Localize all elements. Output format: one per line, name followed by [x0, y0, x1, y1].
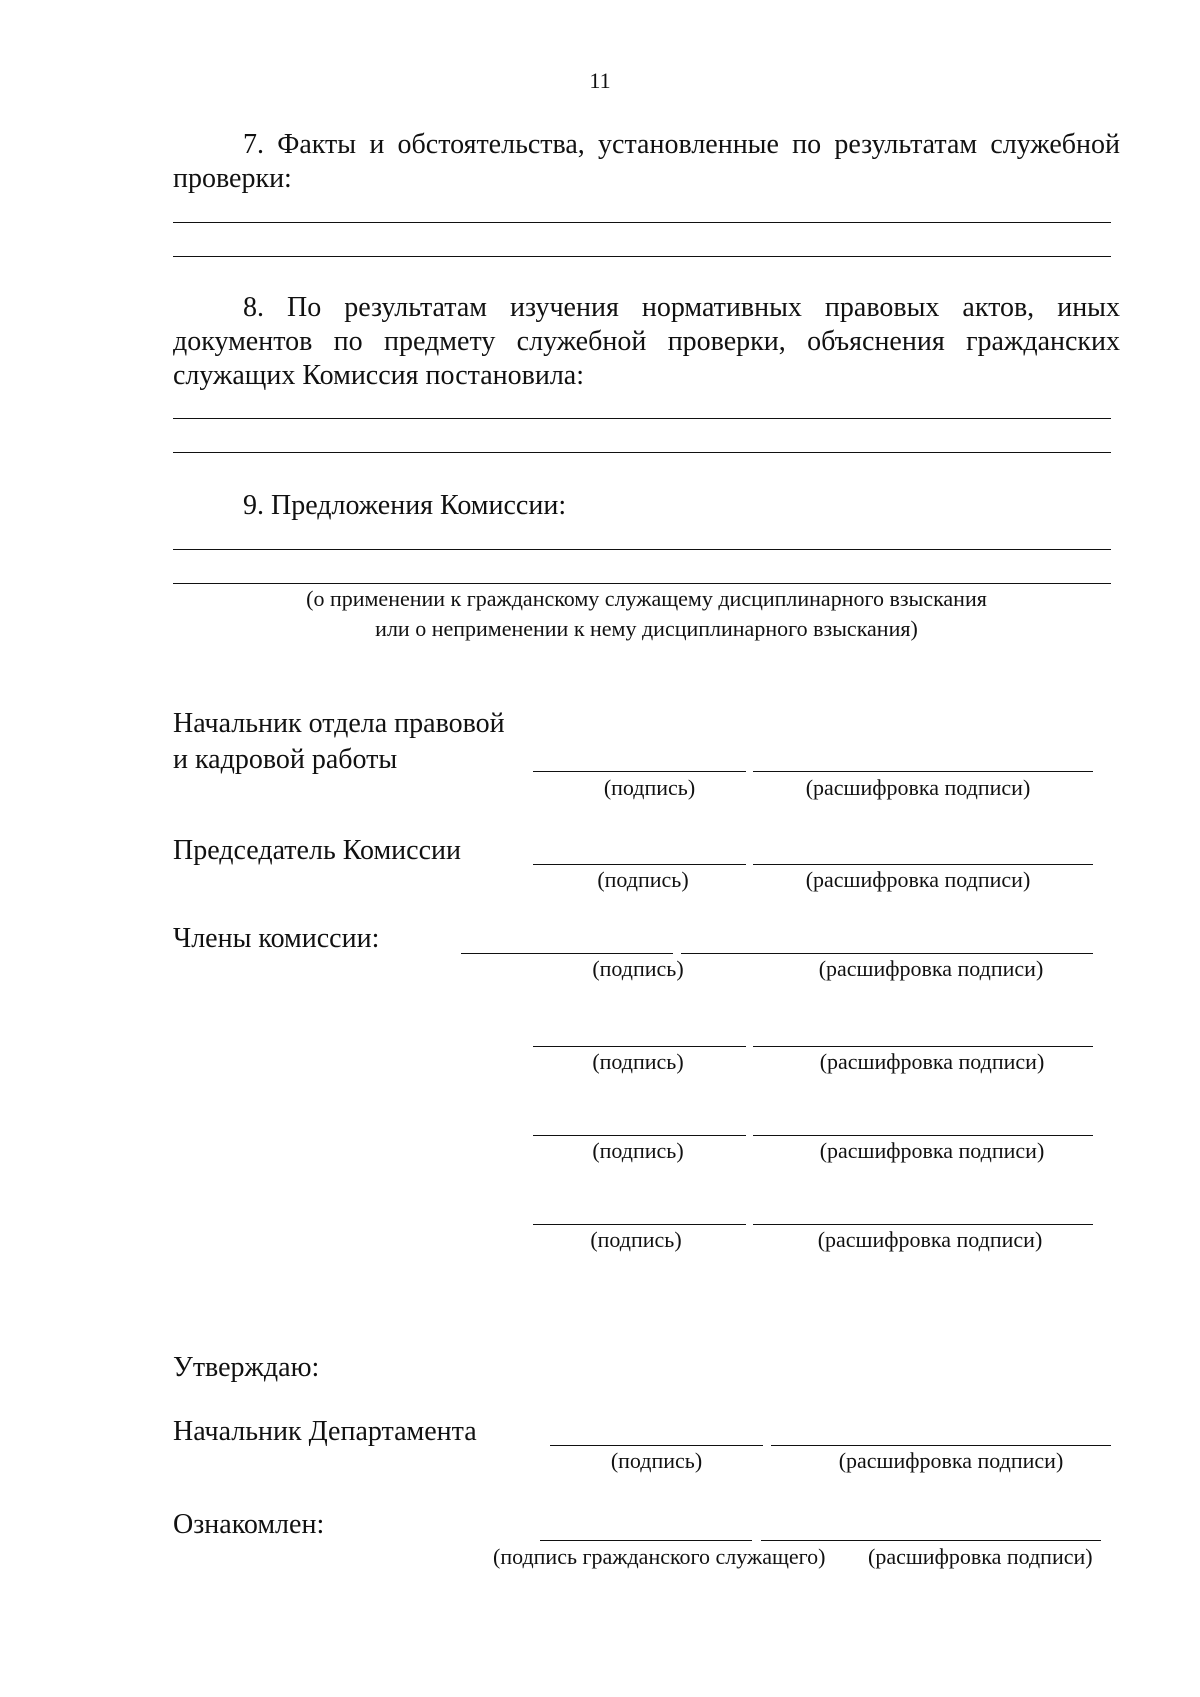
member-4-decoding-line [753, 1224, 1093, 1225]
chairman-decoding-line [753, 864, 1093, 865]
dept-head-decoding-line [771, 1445, 1111, 1446]
head-legal-label: Начальник отдела правовой и кадровой работы [173, 708, 505, 775]
member-1-decoding-caption: (расшифровка подписи) [818, 956, 1044, 981]
head-legal-signature-line [533, 771, 746, 772]
acquainted-decoding-line [761, 1540, 1101, 1541]
head-legal-decoding-caption: (расшифровка подписи) [805, 775, 1031, 800]
member-1-signature-line [461, 953, 673, 954]
section-7-blank-line-1 [173, 222, 1111, 223]
section-8-blank-line-1 [173, 418, 1111, 419]
chairman-signature-line [533, 864, 746, 865]
acquainted-signature-caption: (подпись гражданского служащего) [493, 1544, 826, 1569]
member-1-signature-caption: (подпись) [592, 956, 684, 981]
member-1-decoding-line [681, 953, 1093, 954]
member-4-signature-line [533, 1224, 746, 1225]
member-2-decoding-caption: (расшифровка подписи) [819, 1049, 1045, 1074]
member-3-signature-caption: (подпись) [592, 1138, 684, 1163]
section-9-caption: (о применении к гражданскому служащему дисциплинарного взыскания или о неприменении к нему дисциплинарного взыскания) [306, 586, 987, 641]
member-2-signature-caption: (подпись) [592, 1049, 684, 1074]
member-2-decoding-line [753, 1046, 1093, 1047]
approve-label: Утверждаю: [173, 1352, 320, 1383]
section-8-text: 8. По результатам изучения нормативных правовых актов, иных документов по предмету служебной проверки, объяснения гражданских служащих Комиссия постановила: [173, 292, 1120, 391]
members-label: Члены комиссии: [173, 923, 380, 954]
head-legal-decoding-line [753, 771, 1093, 772]
page-number: 11 [589, 68, 611, 93]
dept-head-signature-line [550, 1445, 763, 1446]
member-3-decoding-caption: (расшифровка подписи) [819, 1138, 1045, 1163]
member-3-signature-line [533, 1135, 746, 1136]
acquainted-decoding-caption: (расшифровка подписи) [868, 1544, 1093, 1569]
chairman-label: Председатель Комиссии [173, 835, 461, 866]
member-4-signature-caption: (подпись) [590, 1227, 682, 1252]
chairman-decoding-caption: (расшифровка подписи) [805, 867, 1031, 892]
dept-head-decoding-caption: (расшифровка подписи) [838, 1448, 1064, 1473]
dept-head-signature-caption: (подпись) [610, 1448, 703, 1473]
member-2-signature-line [533, 1046, 746, 1047]
dept-head-label: Начальник Департамента [173, 1416, 477, 1447]
section-9-text: 9. Предложения Комиссии: [243, 490, 567, 521]
acquainted-signature-line [540, 1540, 752, 1541]
section-8-blank-line-2 [173, 452, 1111, 453]
acquainted-label: Ознакомлен: [173, 1509, 325, 1540]
section-7-text: 7. Факты и обстоятельства, установленные по результатам служебной проверки: [173, 129, 1120, 194]
head-legal-signature-caption: (подпись) [603, 775, 696, 800]
chairman-signature-caption: (подпись) [597, 867, 689, 892]
member-4-decoding-caption: (расшифровка подписи) [817, 1227, 1043, 1252]
section-9-blank-line-1 [173, 549, 1111, 550]
member-3-decoding-line [753, 1135, 1093, 1136]
section-7-blank-line-2 [173, 256, 1111, 257]
